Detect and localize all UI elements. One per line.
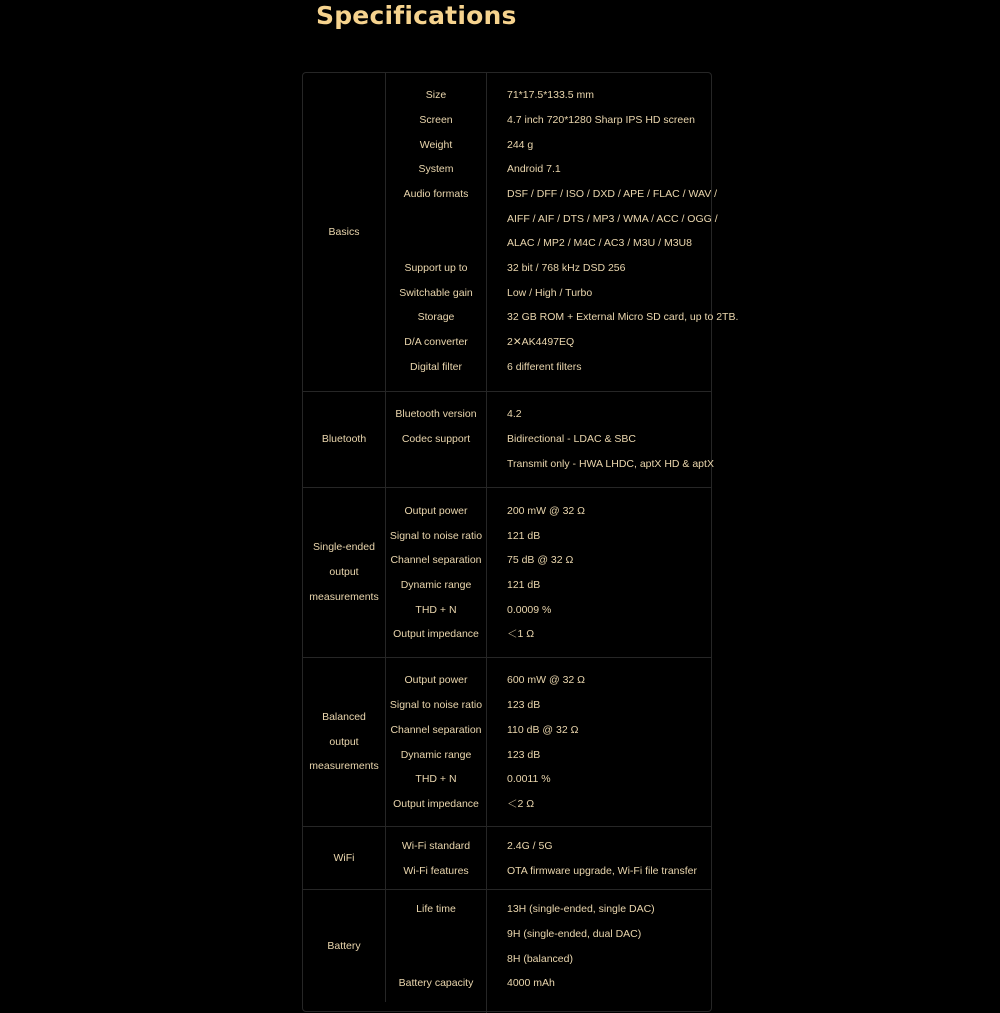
section-label-single-ended-output bbox=[303, 488, 386, 657]
section-label-battery: Battery bbox=[303, 890, 386, 1002]
row-name-wifi-features: Wi-Fi features bbox=[403, 865, 469, 877]
row-value-da-converter: 2✕AK4497EQ bbox=[507, 336, 575, 348]
row-value-thd-n: 0.0009 % bbox=[507, 604, 552, 616]
row-name-switchable-gain: Switchable gain bbox=[399, 287, 473, 299]
section-label-line: output bbox=[329, 735, 359, 748]
section-label-line: measurements bbox=[309, 760, 379, 773]
row-name-dynamic-range: Dynamic range bbox=[400, 749, 472, 761]
section-battery bbox=[303, 890, 711, 1013]
row-name-size: Size bbox=[425, 89, 447, 101]
row-value-channel-separation: 110 dB @ 32 Ω bbox=[507, 724, 579, 736]
row-value-output-impedance: ＜2 Ω bbox=[507, 798, 535, 810]
names-column bbox=[386, 73, 487, 391]
row-name-digital-filter: Digital filter bbox=[410, 361, 462, 373]
row-name-snr: Signal to noise ratio bbox=[389, 699, 483, 711]
row-value-snr: 121 dB bbox=[507, 530, 541, 542]
row-name-wifi-standard: Wi-Fi standard bbox=[401, 840, 471, 852]
row-value-battery-capacity: 4000 mAh bbox=[507, 977, 555, 989]
row-value-weight: 244 g bbox=[507, 139, 534, 151]
row-value-wifi-standard: 2.4G / 5G bbox=[507, 840, 553, 852]
row-value-audio-formats-line-3: ALAC / MP2 / M4C / AC3 / M3U / M3U8 bbox=[507, 237, 692, 249]
section-label-line: output bbox=[329, 566, 359, 579]
page-title: Specifications bbox=[316, 1, 517, 30]
row-value-channel-separation: 75 dB @ 32 Ω bbox=[507, 554, 574, 566]
row-name-life-time: Life time bbox=[416, 903, 456, 915]
row-value-thd-n: 0.0011 % bbox=[507, 773, 551, 785]
row-value-dynamic-range: 123 dB bbox=[507, 749, 541, 761]
section-basics bbox=[303, 73, 739, 392]
row-name-audio-formats: Audio formats bbox=[403, 188, 469, 200]
row-name-output-power: Output power bbox=[404, 674, 468, 686]
section-label-balanced-output bbox=[303, 658, 386, 826]
section-label-line: Balanced bbox=[322, 710, 366, 723]
row-value-dynamic-range: 121 dB bbox=[507, 579, 541, 591]
row-name-system: System bbox=[418, 163, 454, 175]
row-name-channel-separation: Channel separation bbox=[390, 554, 482, 566]
section-label-bluetooth: Bluetooth bbox=[303, 392, 386, 487]
names-column bbox=[386, 658, 487, 826]
row-value-storage: 32 GB ROM + External Micro SD card, up to 2TB. bbox=[507, 311, 739, 323]
row-value-audio-formats-line-2: AIFF / AIF / DTS / MP3 / WMA / ACC / OGG / bbox=[507, 213, 718, 225]
row-value-codec-support-line-2: Transmit only - HWA LHDC, aptX HD & aptX bbox=[507, 458, 714, 470]
row-name-output-power: Output power bbox=[404, 505, 468, 517]
row-name-thd-n: THD + N bbox=[415, 604, 457, 616]
row-value-wifi-features: OTA firmware upgrade, Wi-Fi file transfer bbox=[507, 865, 698, 877]
row-name-da-converter: D/A converter bbox=[404, 336, 468, 348]
row-name-weight: Weight bbox=[419, 139, 453, 151]
row-name-bluetooth-version: Bluetooth version bbox=[395, 408, 477, 420]
names-column bbox=[386, 488, 487, 657]
row-name-storage: Storage bbox=[417, 311, 455, 323]
section-label-basics: Basics bbox=[303, 73, 386, 391]
row-value-output-impedance: ＜1 Ω bbox=[507, 628, 535, 640]
row-value-life-time-line-1: 13H (single-ended, single DAC) bbox=[507, 903, 655, 915]
names-column bbox=[386, 827, 487, 889]
row-name-codec-support: Codec support bbox=[401, 433, 471, 445]
row-value-snr: 123 dB bbox=[507, 699, 541, 711]
section-balanced-output bbox=[303, 658, 711, 827]
section-label-line: measurements bbox=[309, 590, 379, 603]
row-name-support-up-to: Support up to bbox=[404, 262, 468, 274]
row-value-switchable-gain: Low / High / Turbo bbox=[507, 287, 593, 299]
section-label-line: Single-ended bbox=[313, 541, 375, 554]
section-wifi bbox=[303, 827, 711, 890]
row-value-digital-filter: 6 different filters bbox=[507, 361, 582, 373]
specifications-table bbox=[302, 72, 739, 1012]
row-value-system: Android 7.1 bbox=[507, 163, 561, 175]
row-value-output-power: 200 mW @ 32 Ω bbox=[507, 505, 586, 517]
row-value-output-power: 600 mW @ 32 Ω bbox=[507, 674, 586, 686]
row-value-life-time-line-2: 9H (single-ended, dual DAC) bbox=[507, 928, 642, 940]
row-value-bluetooth-version: 4.2 bbox=[507, 408, 522, 420]
row-value-life-time-line-3: 8H (balanced) bbox=[507, 953, 573, 965]
row-value-support-up-to: 32 bit / 768 kHz DSD 256 bbox=[507, 262, 626, 274]
row-name-channel-separation: Channel separation bbox=[390, 724, 482, 736]
row-name-thd-n: THD + N bbox=[415, 773, 457, 785]
names-column bbox=[386, 392, 487, 487]
row-name-output-impedance: Output impedance bbox=[393, 628, 479, 640]
row-name-dynamic-range: Dynamic range bbox=[400, 579, 472, 591]
section-single-ended-output bbox=[303, 488, 711, 658]
row-name-battery-capacity: Battery capacity bbox=[398, 977, 474, 989]
row-value-codec-support-line-1: Bidirectional - LDAC & SBC bbox=[507, 433, 636, 445]
names-column bbox=[386, 890, 487, 1013]
section-bluetooth bbox=[303, 392, 714, 488]
row-name-output-impedance: Output impedance bbox=[393, 798, 479, 810]
row-value-size: 71*17.5*133.5 mm bbox=[507, 89, 594, 101]
row-name-snr: Signal to noise ratio bbox=[389, 530, 483, 542]
row-value-audio-formats-line-1: DSF / DFF / ISO / DXD / APE / FLAC / WAV / bbox=[507, 188, 718, 200]
section-label-wifi: WiFi bbox=[303, 827, 386, 889]
row-value-screen: 4.7 inch 720*1280 Sharp IPS HD screen bbox=[507, 114, 695, 126]
row-name-screen: Screen bbox=[419, 114, 453, 126]
